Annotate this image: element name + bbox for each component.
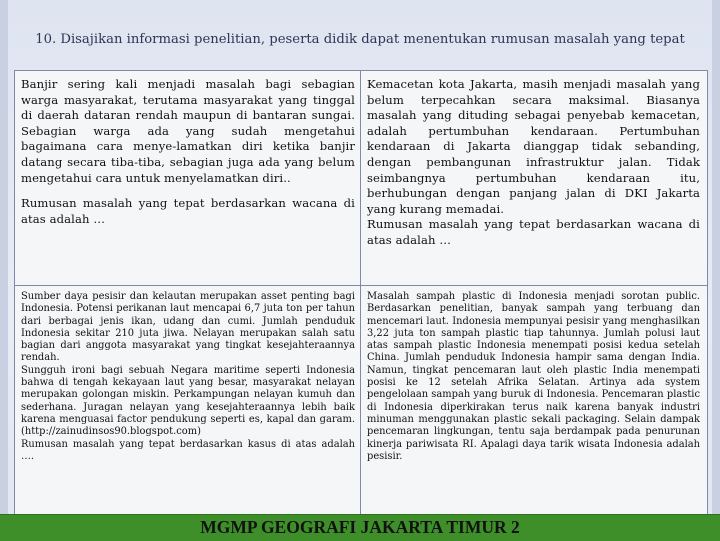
question-title: 10. Disajikan informasi penelitian, peserta didik dapat menentukan rumusan masalah yang tepat (35, 32, 685, 47)
case-bottom-left (21, 291, 355, 513)
footer-label: MGMP GEOGRAFI JAKARTA TIMUR 2 (200, 517, 520, 537)
case-table (14, 70, 708, 518)
case-paragraph: Banjir sering kali menjadi masalah bagi sebagian warga masyarakat, terutama masyarakat yang tinggal di daerah dataran rendah maupun di bantaran sungai. Sebagian warga ada yang sudah mengetahui bagaimana cara menye-lamatkan diri ketika banjir datang secara tiba-tiba, sebagian juga ada yang belum mengetahui cara untuk menyelamatkan diri.. (21, 77, 355, 185)
case-question: Rumusan masalah yang tepat berdasarkan kasus di atas adalah …. (21, 438, 355, 462)
case-paragraph-2: Sungguh ironi bagi sebuah Negara maritime seperti Indonesia bahwa di tengah kekayaan laut yang besar, masyarakat nelayan merupakan golongan miskin. Perkampungan nelayan kumuh dan sederhana. Juragan nelayan yang kesejahteraannya lebih baik karena menguasai factor pendukung seperti es, kapal dan garam.(http://zainudinsos90.blogspot.com) (21, 364, 355, 438)
case-paragraph: Kemacetan kota Jakarta, masih menjadi masalah yang belum terpecahkan secara maksimal. Biasanya masalah yang dituding sebagai penyebab kemacetan, adalah pertumbuhan kendaraan. Pertumbuhan kendaraan di Jakarta dianggap tidak sebanding, dengan pembangunan infrastruktur jalan. Tidak seimbangnya pertumbuhan kendaraan itu, berhubungan dengan panjang jalan di DKI Jakarta yang kurang memadai. (367, 77, 700, 216)
case-paragraph: Sumber daya pesisir dan kelautan merupakan asset penting bagi Indonesia. Potensi perikanan laut mencapai 6,7 juta ton per tahun dari berbagai jenis ikan, udang dan cumi. Jumlah penduduk Indonesia sekitar 210 juta jiwa. Nelayan merupakan salah satu bagian dari anggota masyarakat yang tingkat kesejahteraannya rendah. (21, 291, 355, 364)
case-top-right (367, 77, 700, 282)
row-divider (15, 285, 707, 286)
case-question: Rumusan masalah yang tepat berdasarkan wacana di atas adalah … (367, 217, 700, 247)
column-divider (360, 71, 361, 517)
case-paragraph: Masalah sampah plastic di Indonesia menjadi sorotan public. Berdasarkan penelitian, banyak sampah yang terbuang dan mencemari laut. Indonesia mempunyai pesisir yang menghasilkan 3,22 juta ton sampah plastic tiap tahunnya. Jumlah polusi laut atas sampah plastic Indonesia menempati posisi kedua setelah China. Jumlah penduduk Indonesia hampir sama dengan India. Namun, tingkat pencemaran laut oleh plastic India menempati posisi ke 12 setelah Afrika Selatan. Artinya ada system pengelolaan sampah yang buruk di Indonesia. Pencemaran plastic di Indonesia diperkirakan terus naik karena banyak industri minuman menggunakan plastic sekali packaging. Selain dampak pencemaran lingkungan, tentu saja berdampak pada penurunan kinerja pariwisata RI. Apalagi daya tarik wisata Indonesia adalah pesisir. (367, 291, 700, 462)
case-bottom-right (367, 291, 700, 513)
case-top-left (21, 77, 355, 282)
case-question: Rumusan masalah yang tepat berdasarkan wacana di atas adalah … (21, 196, 355, 226)
